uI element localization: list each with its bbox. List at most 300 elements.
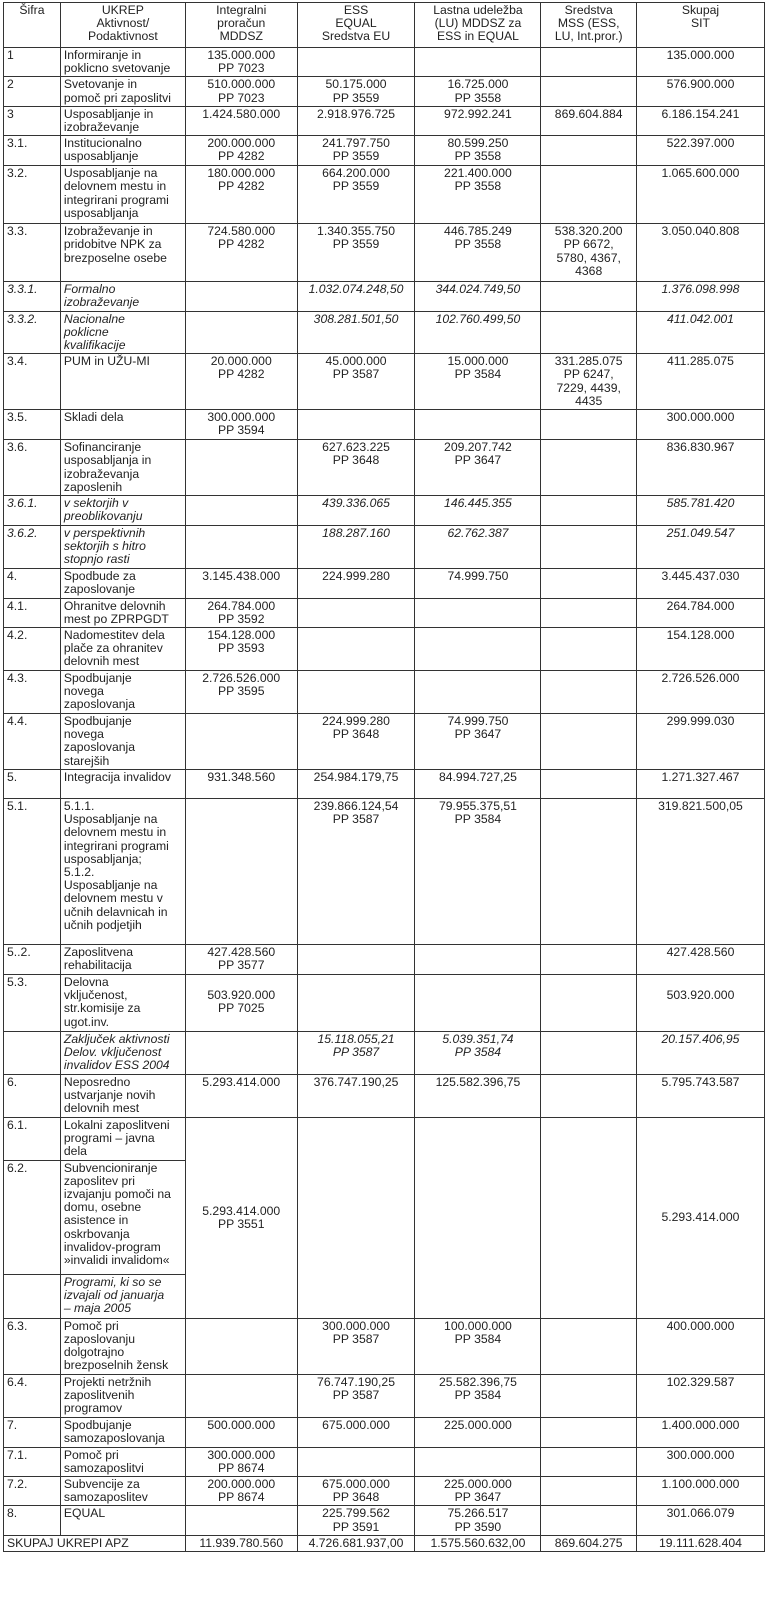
measure-line: Formalno <box>63 282 116 297</box>
row-ess <box>297 496 415 525</box>
value-line: PP 8674 <box>217 1490 265 1505</box>
value-line: 239.866.124,54 <box>313 799 399 814</box>
row-mss <box>541 1477 637 1506</box>
value-line: PP 4282 <box>217 367 265 382</box>
value-line: 16.725.000 <box>447 77 509 92</box>
table-row <box>4 224 765 282</box>
row-ess <box>297 628 415 671</box>
value-line: PP 3551 <box>217 1216 265 1231</box>
row-total <box>636 166 764 224</box>
total-row <box>4 1535 765 1551</box>
value-line: 411.285.075 <box>667 354 734 369</box>
measure-line: zaposlitvenih <box>63 1387 135 1402</box>
row-measure-name <box>60 496 185 525</box>
row-total <box>636 1318 764 1374</box>
measure-line: Lokalni zaposlitveni <box>63 1118 170 1133</box>
value-line: 503.920.000 <box>666 988 735 1003</box>
row-integral-budget <box>185 671 297 714</box>
row-measure-name <box>60 77 185 106</box>
measure-line: Usposabljanje na <box>63 878 158 893</box>
measure-line: delovnem mestu v <box>63 891 163 906</box>
value-line: 20.157.406,95 <box>661 1032 740 1047</box>
row-total <box>636 496 764 525</box>
measure-line: 5.1.1. <box>63 799 95 814</box>
measure-line: ugot.inv. <box>63 1014 110 1029</box>
measure-line: Pomoč pri <box>63 1447 119 1462</box>
row-own-share <box>415 1447 541 1476</box>
row-code: 5.1. <box>4 799 61 945</box>
value-line: 4435 <box>575 393 603 408</box>
value-line: 576.900.000 <box>666 77 735 92</box>
row-total <box>636 136 764 166</box>
value-line: 972.992.241 <box>444 106 512 121</box>
row-total <box>636 714 764 770</box>
table-row <box>4 770 765 799</box>
value-line: 225.799.562 <box>322 1506 390 1521</box>
header-mss-funds <box>541 3 637 48</box>
measure-line: Institucionalno <box>63 136 142 151</box>
row-total <box>636 48 764 77</box>
value-line: PP 3558 <box>454 179 502 194</box>
row-own-share <box>415 282 541 311</box>
row-integral-budget <box>185 628 297 671</box>
measure-line: usposabljanja in <box>63 453 152 468</box>
measure-line: PUM in UŽU-MI <box>63 354 150 369</box>
header-line: Šifra <box>19 3 45 17</box>
value-line: 300.000.000 <box>207 1447 276 1462</box>
value-line: 5.293.414.000 <box>202 1203 281 1218</box>
row-integral-budget <box>185 945 297 975</box>
row-mss <box>541 628 637 671</box>
row-code: 3.6. <box>4 440 61 496</box>
value-line: 15.000.000 <box>447 354 509 369</box>
header-measure <box>60 3 185 48</box>
row-integral-budget <box>185 975 297 1032</box>
table-row <box>4 628 765 671</box>
row-integral-budget <box>185 410 297 440</box>
row-ess <box>297 440 415 496</box>
row-own-share <box>415 628 541 671</box>
row-code: 5..2. <box>4 945 61 975</box>
header-line: Skupaj <box>681 3 720 17</box>
value-line: 664.200.000 <box>322 166 390 181</box>
measure-line: Zaključek aktivnosti <box>63 1032 170 1047</box>
row-mss <box>541 354 637 410</box>
row-ess <box>297 1417 415 1447</box>
table-row <box>4 106 765 135</box>
row-own-share <box>415 1318 541 1374</box>
measure-line: brezposelnih žensk <box>63 1358 169 1373</box>
value-line: 3.445.437.030 <box>661 568 740 583</box>
value-line: 200.000.000 <box>207 136 276 151</box>
row-ess <box>297 945 415 975</box>
row-total <box>636 525 764 568</box>
value-line: 5780, 4367, <box>556 250 621 265</box>
measure-line: izobraževanje <box>63 120 140 135</box>
measure-line: Subvencije za <box>63 1477 140 1492</box>
value-line: 3.050.040.808 <box>661 224 740 239</box>
row-code: 6.4. <box>4 1374 61 1417</box>
table-row <box>4 166 765 224</box>
value-line: 300.000.000 <box>666 410 735 425</box>
measure-line: integrirani programi <box>63 838 169 853</box>
measure-line: Programi, ki so se <box>63 1274 162 1289</box>
value-line: 5.293.414.000 <box>202 1075 281 1090</box>
measure-line: Pomoč pri <box>63 1318 119 1333</box>
measure-line: rehabilitacija <box>63 958 132 973</box>
value-line: 6.186.154.241 <box>661 106 740 121</box>
measure-line: dela <box>63 1144 87 1159</box>
value-line: 20.000.000 <box>210 354 272 369</box>
row-measure-name <box>60 799 185 945</box>
row-integral-budget <box>185 136 297 166</box>
value-line: PP 3590 <box>454 1519 502 1534</box>
row-measure-name <box>60 975 185 1032</box>
value-line: PP 3587 <box>332 367 380 382</box>
row-code <box>4 1274 61 1318</box>
row-ess <box>297 354 415 410</box>
row-integral-budget <box>185 1374 297 1417</box>
measure-line: Nacionalne <box>63 311 125 326</box>
row-ess <box>297 770 415 799</box>
measure-line: Projekti netržnih <box>63 1374 152 1389</box>
row-integral-budget <box>185 1506 297 1535</box>
row-own-share <box>415 1417 541 1447</box>
measure-line: kvalifikacije <box>63 338 126 353</box>
row-mss <box>541 568 637 598</box>
row-ess <box>297 106 415 135</box>
value-line: 1.032.074.248,50 <box>308 282 404 297</box>
measure-line: invalidov ESS 2004 <box>63 1058 170 1073</box>
row-integral-budget <box>185 1477 297 1506</box>
header-line: Podaktivnost <box>87 29 158 44</box>
value-line: 2.918.976.725 <box>317 106 395 121</box>
value-line: PP 3584 <box>454 367 502 382</box>
row-ess <box>297 77 415 106</box>
measure-line: Sofinanciranje <box>63 440 142 455</box>
row-total <box>636 1417 764 1447</box>
row-integral-budget <box>185 77 297 106</box>
row-integral-budget <box>185 1075 297 1118</box>
measure-line: poklicno svetovanje <box>63 61 171 76</box>
measure-line: usposabljanje <box>63 149 139 164</box>
row-measure-name <box>60 1318 185 1374</box>
value-line: 74.999.750 <box>447 714 509 729</box>
value-line: 135.000.000 <box>666 48 735 62</box>
measure-line: samozaposlovanja <box>63 1430 165 1445</box>
row-total <box>636 770 764 799</box>
measure-line: Usposabljanje in <box>63 106 154 121</box>
table-row <box>4 77 765 106</box>
measure-line: 5.1.2. <box>63 865 95 880</box>
row-code: 3.1. <box>4 136 61 166</box>
row-integral-budget <box>185 496 297 525</box>
row-code: 4.3. <box>4 671 61 714</box>
measure-line: »invalidi invalidom« <box>63 1253 170 1268</box>
row-code: 3.3.2. <box>4 311 61 354</box>
row-own-share <box>415 1032 541 1075</box>
value-line: 146.445.355 <box>444 496 512 511</box>
value-line: 1.400.000.000 <box>661 1417 740 1432</box>
measure-line: Spodbude za <box>63 568 136 583</box>
value-line: 585.781.420 <box>666 496 735 511</box>
row-mss <box>541 48 637 77</box>
row-total <box>636 106 764 135</box>
header-ess-equal <box>297 3 415 48</box>
table-row <box>4 1374 765 1417</box>
measure-line: vključenost, <box>63 988 128 1003</box>
row-code: 1 <box>4 48 61 77</box>
value-line: 300.000.000 <box>666 1447 735 1462</box>
value-line: 102.329.587 <box>666 1374 735 1389</box>
table-row <box>4 1506 765 1535</box>
measure-line: v perspektivnih <box>63 525 146 540</box>
row-integral-budget <box>185 568 297 598</box>
measure-line: zaposlovanja <box>63 697 136 712</box>
row-ess <box>297 568 415 598</box>
value-line: 724.580.000 <box>207 224 276 239</box>
row-measure-name <box>60 106 185 135</box>
value-line: 50.175.000 <box>325 77 387 92</box>
measure-line: Usposabljanje na <box>63 166 158 181</box>
header-line: (LU) MDDSZ za <box>434 16 522 31</box>
value-line: 538.320.200 <box>554 224 623 239</box>
measure-line: programi – javna <box>63 1131 155 1146</box>
row-measure-name <box>60 1075 185 1118</box>
row-own-share <box>415 496 541 525</box>
row-own-share <box>415 568 541 598</box>
value-line: PP 3587 <box>332 812 380 827</box>
table-row <box>4 1318 765 1374</box>
value-line: 264.784.000 <box>666 598 735 613</box>
value-line: 4368 <box>575 263 603 278</box>
value-line: 675.000.000 <box>322 1417 390 1432</box>
table-row <box>4 714 765 770</box>
value-line: 503.920.000 <box>207 988 276 1003</box>
table-row <box>4 354 765 410</box>
value-line: 188.287.160 <box>322 525 390 540</box>
row-mss <box>541 1506 637 1535</box>
measure-line: plače za ohranitev <box>63 641 163 656</box>
header-line: ESS in EQUAL <box>436 29 519 44</box>
value-line: 400.000.000 <box>666 1318 735 1333</box>
row-ess <box>297 1374 415 1417</box>
measure-line: izvajanju pomoči na <box>63 1187 171 1202</box>
value-line: 510.000.000 <box>207 77 276 92</box>
row-measure-name <box>60 1447 185 1476</box>
row-total <box>636 311 764 354</box>
row-mss <box>541 166 637 224</box>
measure-line: zaposlovanje <box>63 581 136 596</box>
value-line: 254.984.179,75 <box>313 770 399 785</box>
measure-line: zaposlitev pri <box>63 1173 136 1188</box>
table-row <box>4 136 765 166</box>
measure-line: poklicne <box>63 324 109 339</box>
table-row <box>4 410 765 440</box>
row-ess <box>297 48 415 77</box>
measure-line: Skladi dela <box>63 410 124 425</box>
header-line: MSS (ESS, <box>557 16 620 31</box>
row-ess <box>297 1506 415 1535</box>
measure-line: Subvencioniranje <box>63 1160 158 1175</box>
value-line: PP 7023 <box>217 61 265 76</box>
value-line: PP 3584 <box>454 1045 502 1060</box>
value-line: PP 3584 <box>454 812 502 827</box>
measure-line: asistence in <box>63 1213 129 1228</box>
measure-line: zaposlenih <box>63 479 123 494</box>
value-line: 836.830.967 <box>666 440 735 455</box>
row-integral-budget <box>185 440 297 496</box>
value-line: 522.397.000 <box>666 136 735 151</box>
value-line: 84.994.727,25 <box>438 770 517 785</box>
value-line: PP 3584 <box>454 1387 502 1402</box>
row-ess <box>297 311 415 354</box>
row-measure-name <box>60 1118 185 1161</box>
row-code: 3.3. <box>4 224 61 282</box>
value-line: 80.599.250 <box>447 136 509 151</box>
table-row <box>4 1447 765 1476</box>
value-line: PP 3592 <box>217 611 265 626</box>
row-integral-budget <box>185 106 297 135</box>
row-mss <box>541 1374 637 1417</box>
value-line: 869.604.884 <box>554 106 623 121</box>
row-own-share <box>415 48 541 77</box>
value-line: 1.065.600.000 <box>661 166 740 181</box>
row-measure-name <box>60 671 185 714</box>
row-total <box>636 1374 764 1417</box>
measure-line: Usposabljanje na <box>63 812 158 827</box>
measure-line: Delovna <box>63 975 109 990</box>
table-row <box>4 568 765 598</box>
row-code: 4. <box>4 568 61 598</box>
measure-line: Spodbujanje <box>63 714 132 729</box>
table-row <box>4 1118 765 1161</box>
value-line: 300.000.000 <box>322 1318 390 1333</box>
value-line: 7229, 4439, <box>556 380 621 395</box>
row-mss <box>541 770 637 799</box>
measure-line: ustvarjanje novih <box>63 1088 156 1103</box>
value-line: 62.762.387 <box>447 525 509 540</box>
measure-line: učnih podjetjih <box>63 917 142 932</box>
value-line: PP 3648 <box>332 1490 380 1505</box>
row-integral-budget <box>185 1417 297 1447</box>
row-own-share <box>415 770 541 799</box>
header-line: ESS <box>343 3 369 17</box>
value-line: PP 3558 <box>454 90 502 105</box>
table-row <box>4 440 765 496</box>
value-line: 154.128.000 <box>207 628 276 643</box>
row-mss <box>541 714 637 770</box>
value-line: 102.760.499,50 <box>435 311 521 326</box>
value-line: PP 3587 <box>332 1045 380 1060</box>
row-total <box>636 799 764 945</box>
row-mss <box>541 1032 637 1075</box>
merged-integral-budget <box>185 1118 297 1319</box>
row-measure-name <box>60 166 185 224</box>
row-own-share <box>415 106 541 135</box>
row-code: 2 <box>4 77 61 106</box>
header-line: Aktivnost/ <box>96 16 150 31</box>
total-label: SKUPAJ UKREPI APZ <box>4 1535 186 1551</box>
table-row <box>4 1075 765 1118</box>
value-line: 251.049.547 <box>666 525 735 540</box>
row-code: 5. <box>4 770 61 799</box>
row-measure-name <box>60 282 185 311</box>
measure-line: Nadomestitev dela <box>63 628 165 643</box>
value-line: 3.145.438.000 <box>202 568 281 583</box>
total-sum: 19.111.628.404 <box>636 1535 764 1551</box>
merged-ess <box>297 1118 415 1319</box>
header-total-sit <box>636 3 764 48</box>
value-line: 331.285.075 <box>554 354 623 369</box>
measure-line: str.komisije za <box>63 1001 141 1016</box>
row-integral-budget <box>185 770 297 799</box>
measure-line: Ohranitve delovnih <box>63 598 166 613</box>
row-total <box>636 354 764 410</box>
row-ess <box>297 1477 415 1506</box>
row-ess <box>297 166 415 224</box>
value-line: PP 3648 <box>332 727 380 742</box>
measure-line: oskrbovanja <box>63 1226 130 1241</box>
row-mss <box>541 106 637 135</box>
value-line: 500.000.000 <box>207 1417 276 1432</box>
value-line: PP 8674 <box>217 1460 265 1475</box>
table-row <box>4 311 765 354</box>
table-row <box>4 1032 765 1075</box>
value-line: 1.340.355.750 <box>317 224 395 239</box>
measure-line: Integracija invalidov <box>63 770 171 785</box>
row-measure-name <box>60 1477 185 1506</box>
row-measure-name <box>60 525 185 568</box>
value-line: 1.424.580.000 <box>202 106 281 121</box>
table-body <box>4 48 765 1536</box>
value-line: 135.000.000 <box>207 48 276 62</box>
row-own-share <box>415 525 541 568</box>
table-row <box>4 1477 765 1506</box>
row-code: 4.1. <box>4 598 61 627</box>
header-row <box>4 3 765 48</box>
row-total <box>636 224 764 282</box>
row-measure-name <box>60 1160 185 1274</box>
row-own-share <box>415 1374 541 1417</box>
table-row <box>4 799 765 945</box>
value-line: 1.376.098.998 <box>661 282 740 297</box>
value-line: 411.042.001 <box>667 311 734 326</box>
value-line: PP 3587 <box>332 1387 380 1402</box>
value-line: PP 3647 <box>454 1490 502 1505</box>
row-mss <box>541 799 637 945</box>
value-line: PP 3593 <box>217 641 265 656</box>
value-line: 225.000.000 <box>444 1477 512 1492</box>
measure-line: mest po ZPRPGDT <box>63 611 169 626</box>
value-line: PP 3577 <box>217 958 265 973</box>
row-ess <box>297 1447 415 1476</box>
measure-line: novega <box>63 727 104 742</box>
measure-line: Spodbujanje <box>63 1417 132 1432</box>
table-row <box>4 598 765 627</box>
total-own-share: 1.575.560.632,00 <box>415 1535 541 1551</box>
value-line: PP 3584 <box>454 1331 502 1346</box>
row-total <box>636 1032 764 1075</box>
measure-line: programov <box>63 1401 123 1416</box>
measure-line: sektorjih s hitro <box>63 538 146 553</box>
header-line: LU, Int.pror.) <box>554 29 623 44</box>
value-line: 427.428.560 <box>666 945 735 960</box>
value-line: PP 3559 <box>332 149 380 164</box>
merged-mss <box>541 1118 637 1319</box>
row-own-share <box>415 440 541 496</box>
value-line: 319.821.500,05 <box>658 799 743 814</box>
